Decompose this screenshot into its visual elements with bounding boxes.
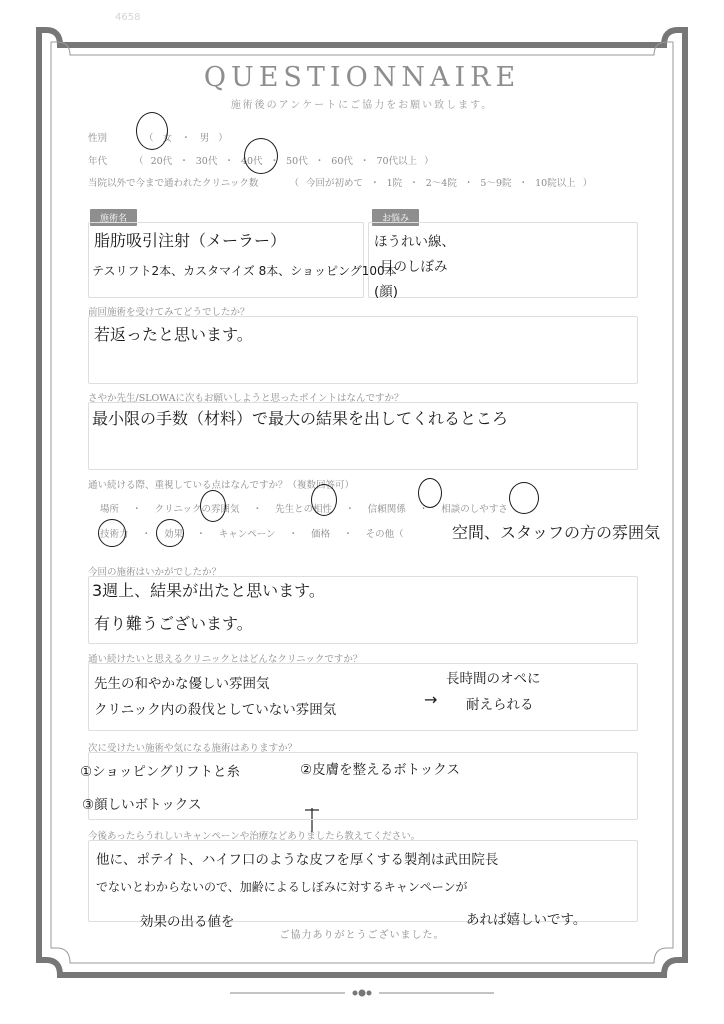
page-subtitle: 施術後のアンケートにご協力をお願い致します。 bbox=[230, 100, 494, 111]
clinics-sep: ・ bbox=[370, 178, 380, 189]
opt-sep: ・ bbox=[343, 529, 353, 540]
q3-circle-consult bbox=[509, 482, 539, 514]
opt-sep: ・ bbox=[418, 504, 429, 515]
age-circle bbox=[244, 138, 278, 174]
gender-label: 性別 bbox=[88, 133, 108, 144]
age-open: （ bbox=[134, 156, 144, 167]
q3-circle-trust bbox=[418, 478, 442, 508]
opt-trust[interactable]: 信頼関係 bbox=[367, 504, 406, 515]
opt-sep: ・ bbox=[141, 529, 152, 540]
treatment-line2: テスリフト2本、カスタマイズ 8本、ショッピング100本 bbox=[92, 264, 397, 278]
age-sep: ・ bbox=[224, 156, 234, 167]
q3-other-answer: 空間、スタッフの方の雰囲気 bbox=[452, 523, 661, 542]
q3-circle-atmosphere bbox=[200, 490, 226, 522]
age-20s[interactable]: 20代 bbox=[150, 156, 173, 167]
age-30s[interactable]: 30代 bbox=[195, 156, 218, 167]
gender-circle bbox=[136, 112, 168, 150]
concern-tag: お悩み bbox=[372, 209, 419, 226]
q5-answer-line1: 先生の和やかな優しい雰囲気 bbox=[94, 676, 270, 692]
concern-line3: (顔) bbox=[374, 284, 399, 300]
age-70s[interactable]: 70代以上 bbox=[376, 156, 418, 167]
opt-ease-consult[interactable]: 相談のしやすさ bbox=[441, 504, 508, 515]
treatment-tag: 施術名 bbox=[90, 209, 137, 226]
gender-close: ） bbox=[218, 133, 228, 144]
q5-side-line1: 長時間のオペに bbox=[446, 671, 541, 687]
q3-question: 通い続ける際、重視している点はなんですか？（複数回答可） bbox=[88, 480, 355, 491]
age-sep: ・ bbox=[269, 156, 280, 167]
ornament-dot bbox=[367, 991, 372, 996]
q2-question: さやか先生/SLOWAに次もお願いしようと思ったポイントはなんですか？ bbox=[88, 393, 404, 404]
clinics-sep: ・ bbox=[463, 178, 474, 189]
opt-sep: ・ bbox=[132, 504, 142, 515]
opt-sep: ・ bbox=[345, 504, 355, 515]
q4-answer-line2: 有り難うございます。 bbox=[94, 614, 253, 633]
age-40s[interactable]: 40代 bbox=[240, 156, 263, 167]
thanks-footer: ご協力ありがとうございました。 bbox=[279, 930, 445, 941]
opt-campaign[interactable]: キャンペーン bbox=[218, 529, 276, 540]
q5-question: 通い続けたいと思えるクリニックとはどんなクリニックですか？ bbox=[88, 654, 363, 665]
q7-answer-line2: でないとわからないので、加齢によるしぼみに対するキャンペーンが bbox=[96, 880, 468, 894]
q5-side-line2: 耐えられる bbox=[466, 697, 534, 713]
concern-line2: 目のしぼみ bbox=[380, 259, 448, 275]
clinics-sep: ・ bbox=[518, 178, 529, 189]
q7-answer-line4: あれば嬉しいです。 bbox=[466, 912, 587, 928]
gender-open: （ bbox=[144, 133, 154, 144]
ornament-dot bbox=[353, 991, 358, 996]
q6-item1: ①ショッピングリフトと糸 bbox=[80, 764, 241, 780]
clinics-first[interactable]: 今回が初めて bbox=[306, 178, 364, 189]
page-title: QUESTIONNAIRE bbox=[203, 62, 521, 93]
age-50s[interactable]: 50代 bbox=[286, 156, 308, 167]
q1-answer: 若返ったと思います。 bbox=[94, 325, 253, 344]
q3-options-row1 bbox=[100, 501, 518, 515]
opt-sep: ・ bbox=[196, 529, 206, 540]
gender-female[interactable]: 女 bbox=[162, 133, 173, 144]
q7-answer-line1: 他に、ポテイト、ハイフ口のような皮フを厚くする製剤は武田院長 bbox=[96, 852, 499, 868]
q4-answer-line1: 3週上、結果が出たと思います。 bbox=[92, 581, 325, 600]
clinics-5-9[interactable]: 5～9院 bbox=[480, 178, 512, 189]
q7-question: 今後あったらうれしいキャンペーンや治療などありましたら教えてください。 bbox=[88, 831, 421, 842]
age-sep: ・ bbox=[314, 156, 325, 167]
opt-skill[interactable]: 技術力 bbox=[100, 529, 129, 540]
q6-item2: ②皮膚を整えるボトックス bbox=[300, 762, 461, 778]
q3-circle-effect bbox=[156, 519, 184, 547]
age-close: ） bbox=[424, 156, 434, 167]
clinics-10plus[interactable]: 10院以上 bbox=[535, 178, 576, 189]
concern-line1: ほうれい線、 bbox=[374, 234, 455, 250]
q2-answer: 最小限の手数（材料）で最大の結果を出してくれるところ bbox=[92, 409, 509, 428]
q1-question: 前回施術を受けてみてどうでしたか？ bbox=[88, 307, 250, 318]
q4-question: 今回の施術はいかがでしたか？ bbox=[88, 567, 222, 578]
q5-answer-line2: クリニック内の殺伐としていない雰囲気 bbox=[94, 702, 337, 718]
age-sep: ・ bbox=[359, 156, 370, 167]
opt-atmosphere[interactable]: クリニックの雰囲気 bbox=[154, 504, 240, 515]
ornament-dot bbox=[359, 990, 366, 997]
q3-options-row2 bbox=[100, 526, 414, 540]
opt-effect[interactable]: 効果 bbox=[164, 529, 184, 540]
corner-mark: 4658 bbox=[115, 12, 141, 23]
clinics-label: 当院以外で今まで通われたクリニック数 bbox=[88, 178, 259, 189]
clinics-row bbox=[88, 175, 606, 189]
gender-male[interactable]: 男 bbox=[199, 133, 210, 144]
opt-sep: ・ bbox=[252, 504, 263, 515]
opt-price[interactable]: 価格 bbox=[311, 529, 331, 540]
gender-sep: ・ bbox=[181, 133, 191, 144]
age-label: 年代 bbox=[88, 156, 108, 167]
opt-other[interactable]: その他（ bbox=[365, 529, 404, 540]
clinics-close: ） bbox=[582, 178, 593, 189]
opt-sep: ・ bbox=[288, 529, 299, 540]
age-60s[interactable]: 60代 bbox=[331, 156, 353, 167]
q3-circle-skill bbox=[98, 519, 126, 547]
clinics-sep: ・ bbox=[409, 178, 419, 189]
q5-arrow: → bbox=[424, 690, 438, 709]
treatment-line1: 脂肪吸引注射（メーラー） bbox=[94, 231, 287, 250]
opt-compatibility[interactable]: 先生との相性 bbox=[275, 504, 333, 515]
q6-question: 次に受けたい施術や気になる施術はありますか？ bbox=[88, 743, 298, 754]
clinics-2-4[interactable]: 2～4院 bbox=[425, 178, 457, 189]
q6-item3: ③顔しいボトックス bbox=[82, 797, 202, 813]
age-sep: ・ bbox=[179, 156, 189, 167]
clinics-open: （ bbox=[289, 178, 299, 189]
q7-answer-line3: 効果の出る値を bbox=[140, 914, 235, 930]
q3-circle-compatibility bbox=[311, 484, 337, 516]
opt-location[interactable]: 場所 bbox=[100, 504, 120, 515]
clinics-1[interactable]: 1院 bbox=[386, 178, 403, 189]
